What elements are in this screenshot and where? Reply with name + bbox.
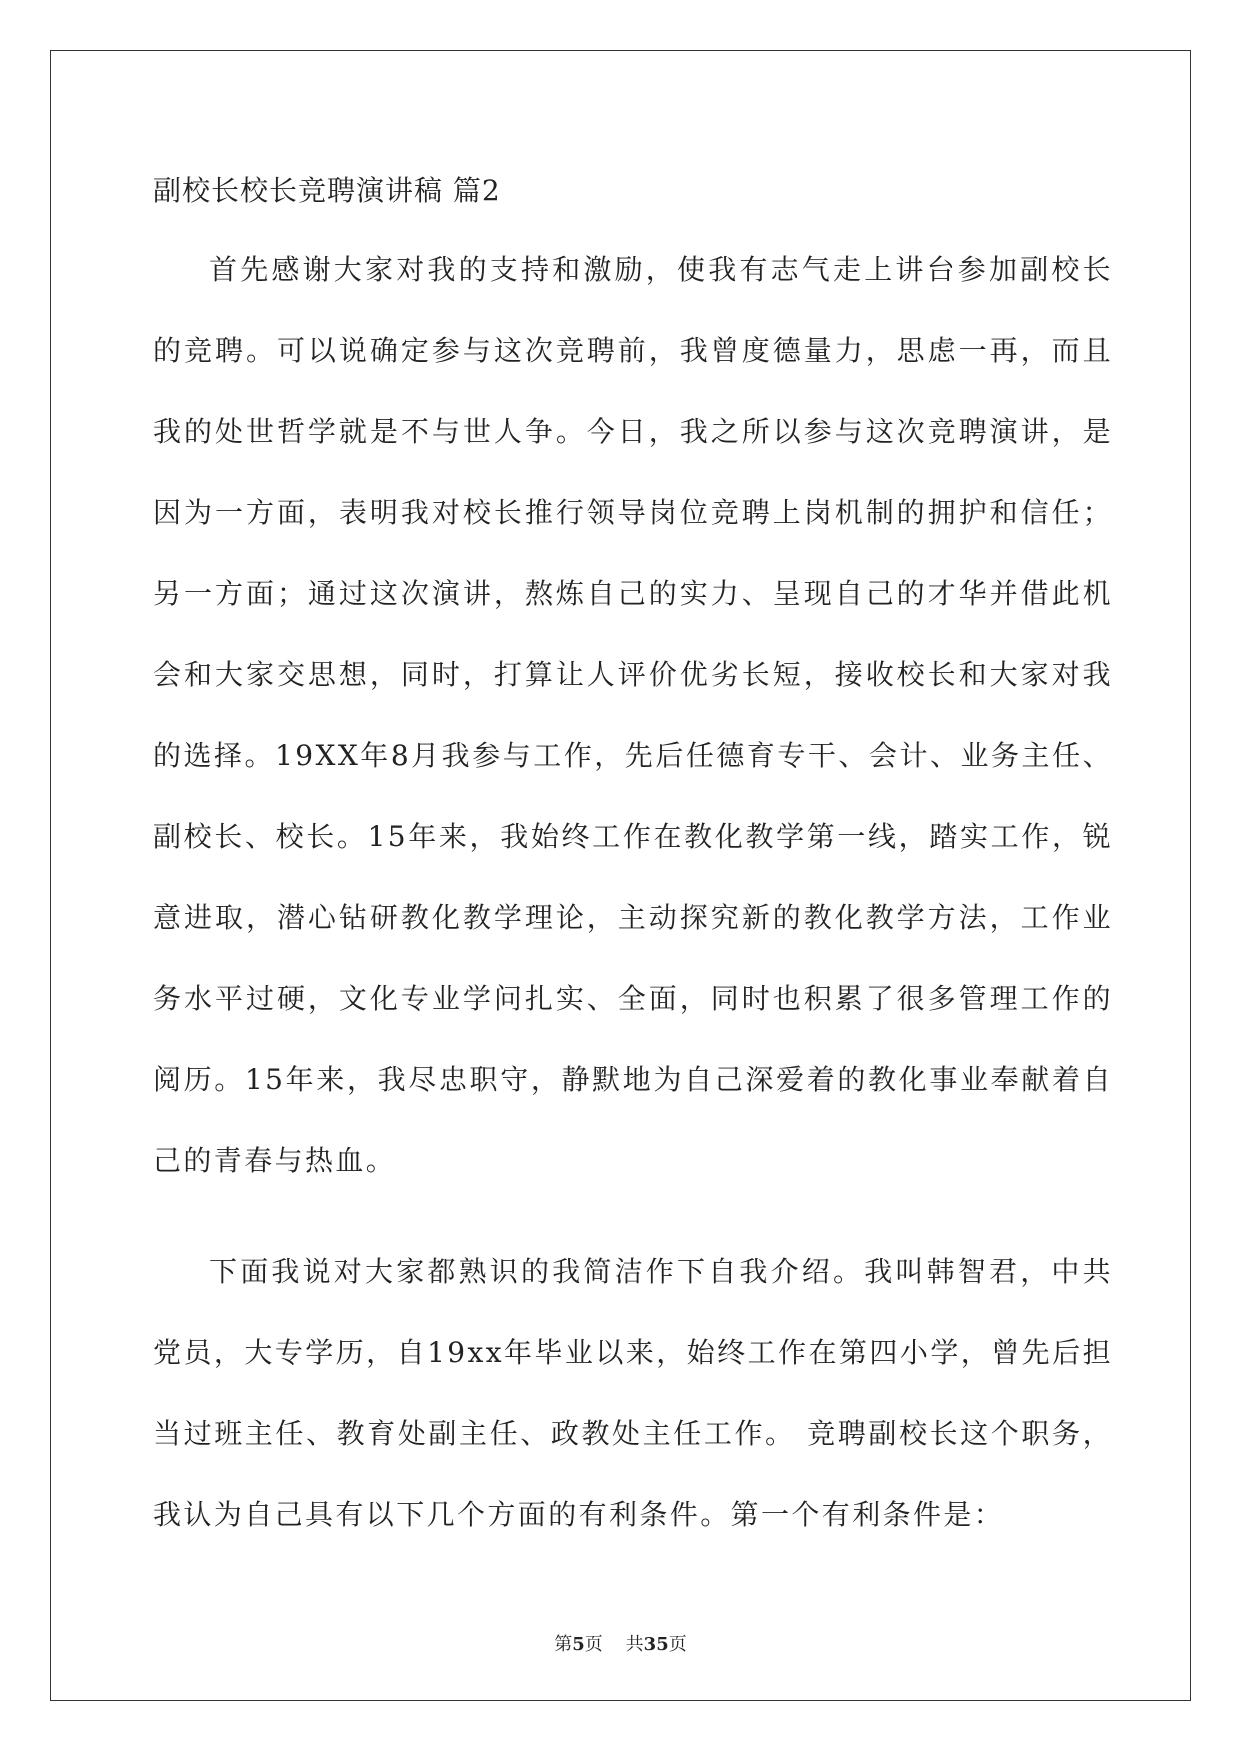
- footer-total-suffix: 页: [668, 1634, 687, 1655]
- footer-page-number: 5: [572, 1634, 585, 1655]
- document-title: 副校长校长竞聘演讲稿 篇2: [153, 174, 501, 207]
- footer-total-pages: 35: [643, 1634, 669, 1655]
- footer-prefix: 第: [554, 1634, 573, 1655]
- footer-total-prefix: 共: [625, 1634, 644, 1655]
- footer-page-suffix: 页: [584, 1634, 603, 1655]
- paragraph-1: 首先感谢大家对我的支持和激励，使我有志气走上讲台参加副校长的竞聘。可以说确定参与这次竞聘前，我曾度德量力，思虑一再，而且我的处世哲学就是不与世人争。今日，我之所以参与这次竞聘演讲，是因为一方面，表明我对校长推行领导岗位竞聘上岗机制的拥护和信任；另一方面；通过这次演讲，熬炼自己的实力、呈现自己的才华并借此机会和大家交思想，同时，打算让人评价优劣长短，接收校长和大家对我的选择。19XX年8月我参与工作，先后任德育专干、会计、业务主任、副校长、校长。15年来，我始终工作在教化教学第一线，踏实工作，锐意进取，潜心钻研教化教学理论，主动探究新的教化教学方法，工作业务水平过硬，文化专业学问扎实、全面，同时也积累了很多管理工作的阅历。15年来，我尽忠职守，静默地为自己深爱着的教化事业奉献着自己的青春与热血。: [153, 253, 1113, 1177]
- page-footer: [0, 1633, 1241, 1657]
- document-body: [153, 165, 1113, 1555]
- paragraph-2: 下面我说对大家都熟识的我简洁作下自我介绍。我叫韩智君，中共党员，大专学历，自19xx年毕业以来，始终工作在第四小学，曾先后担当过班主任、教育处副主任、政教处主任工作。 竞聘副校长这个职务，我认为自己具有以下几个方面的有利条件。第一个有利条件是：: [153, 1255, 1113, 1531]
